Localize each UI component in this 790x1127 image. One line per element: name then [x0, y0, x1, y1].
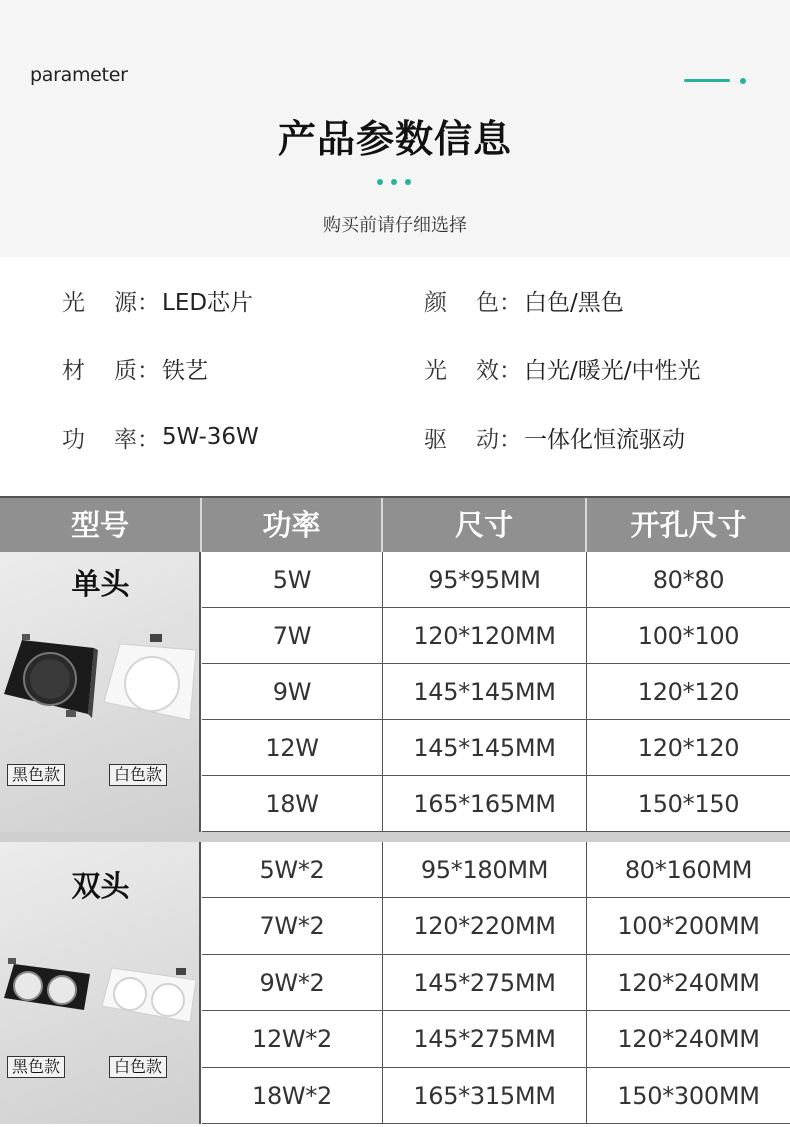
spec-colon: ：: [137, 289, 160, 316]
page-title: 产品参数信息: [277, 117, 512, 161]
cell-size: 120*120MM: [383, 608, 587, 664]
product-image-double: [0, 842, 201, 1124]
spec-key-char: 功: [62, 426, 85, 453]
group-title: 单头: [71, 567, 130, 601]
cell-power: 5W: [202, 552, 383, 608]
header-cutout: 开孔尺寸: [630, 508, 747, 542]
header-size: 尺寸: [383, 498, 587, 552]
header-section: [0, 0, 790, 257]
spec-colon: ：: [137, 426, 160, 453]
cell-size: 145*275MM: [383, 1011, 587, 1067]
badge-white: 白色款: [109, 764, 167, 786]
cell-size: 165*315MM: [383, 1068, 587, 1124]
spec-value: 白色/黑色: [524, 289, 624, 316]
spec-row: [62, 284, 253, 316]
cell-cutout: 80*80: [587, 552, 790, 608]
spec-value: 白光/暖光/中性光: [524, 357, 701, 384]
badge-black: 黑色款: [7, 1056, 65, 1078]
spec-key-char: 颜: [424, 289, 447, 316]
spec-colon: ：: [499, 289, 522, 316]
spec-value: 铁艺: [162, 357, 208, 384]
spec-value: 5W-36W: [162, 424, 259, 450]
group-separator: [0, 832, 790, 842]
page-subtitle: 购买前请仔细选择: [323, 215, 467, 236]
badge-white: 白色款: [109, 1056, 167, 1078]
header-model: 型号: [0, 498, 202, 552]
spec-key-char: 光: [424, 357, 447, 384]
spec-key-char: 光: [62, 289, 85, 316]
cell-size: 120*220MM: [383, 898, 587, 954]
cell-size: 165*165MM: [383, 776, 587, 832]
cell-size: 95*180MM: [383, 842, 587, 898]
spec-key-char: 驱: [424, 426, 447, 453]
cell-power: 18W*2: [202, 1068, 383, 1124]
cell-cutout: 80*160MM: [587, 842, 790, 898]
spec-value: LED芯片: [162, 289, 254, 316]
group-double-head: [0, 842, 790, 1124]
cell-cutout: 100*200MM: [587, 898, 790, 954]
cell-power: 9W*2: [202, 955, 383, 1011]
cell-power: 5W*2: [202, 842, 383, 898]
spec-key: [424, 352, 524, 385]
spec-key-char: 质: [114, 357, 137, 384]
single-downlight-image: [0, 624, 200, 784]
spec-colon: ：: [499, 426, 522, 453]
dots-divider: [377, 179, 417, 185]
cell-cutout: 120*240MM: [587, 955, 790, 1011]
cell-power: 12W*2: [202, 1011, 383, 1067]
cell-power: 7W*2: [202, 898, 383, 954]
spec-row: [424, 421, 685, 453]
spec-row: [424, 284, 624, 316]
spec-row: [62, 352, 208, 384]
cell-power: 9W: [202, 664, 383, 720]
spec-key: [62, 421, 162, 454]
spec-key: [424, 421, 524, 454]
spec-row: [424, 352, 701, 384]
spec-key-char: 材: [62, 357, 85, 384]
cell-size: 145*275MM: [383, 955, 587, 1011]
spec-key-char: 动: [476, 426, 499, 453]
cell-size: 145*145MM: [383, 720, 587, 776]
spec-row: [62, 421, 259, 453]
cell-size: 145*145MM: [383, 664, 587, 720]
double-downlight-image: [0, 924, 200, 1054]
cell-cutout: 120*120: [587, 720, 790, 776]
cell-cutout: 120*120: [587, 664, 790, 720]
badge-black: 黑色款: [7, 764, 65, 786]
spec-value: 一体化恒流驱动: [524, 426, 685, 453]
cell-power: 18W: [202, 776, 383, 832]
product-image-single: [0, 552, 201, 832]
cell-power: 7W: [202, 608, 383, 664]
section-label: parameter: [30, 64, 128, 86]
spec-key: [62, 352, 162, 385]
spec-key-char: 色: [476, 289, 499, 316]
spec-key-char: 源: [114, 289, 137, 316]
group-title: 双头: [71, 869, 130, 903]
cell-cutout: 120*240MM: [587, 1011, 790, 1067]
accent-decoration: [684, 77, 746, 85]
cell-cutout: 100*100: [587, 608, 790, 664]
spec-key-char: 率: [114, 426, 137, 453]
cell-size: 95*95MM: [383, 552, 587, 608]
spec-key: [424, 284, 524, 317]
spec-colon: ：: [137, 357, 160, 384]
cell-cutout: 150*300MM: [587, 1068, 790, 1124]
cell-power: 12W: [202, 720, 383, 776]
spec-key-char: 效: [476, 357, 499, 384]
spec-key: [62, 284, 162, 317]
group-single-head: [0, 552, 790, 832]
header-power: 功率: [202, 498, 383, 552]
table-header: [0, 496, 790, 552]
cell-cutout: 150*150: [587, 776, 790, 832]
spec-colon: ：: [499, 357, 522, 384]
